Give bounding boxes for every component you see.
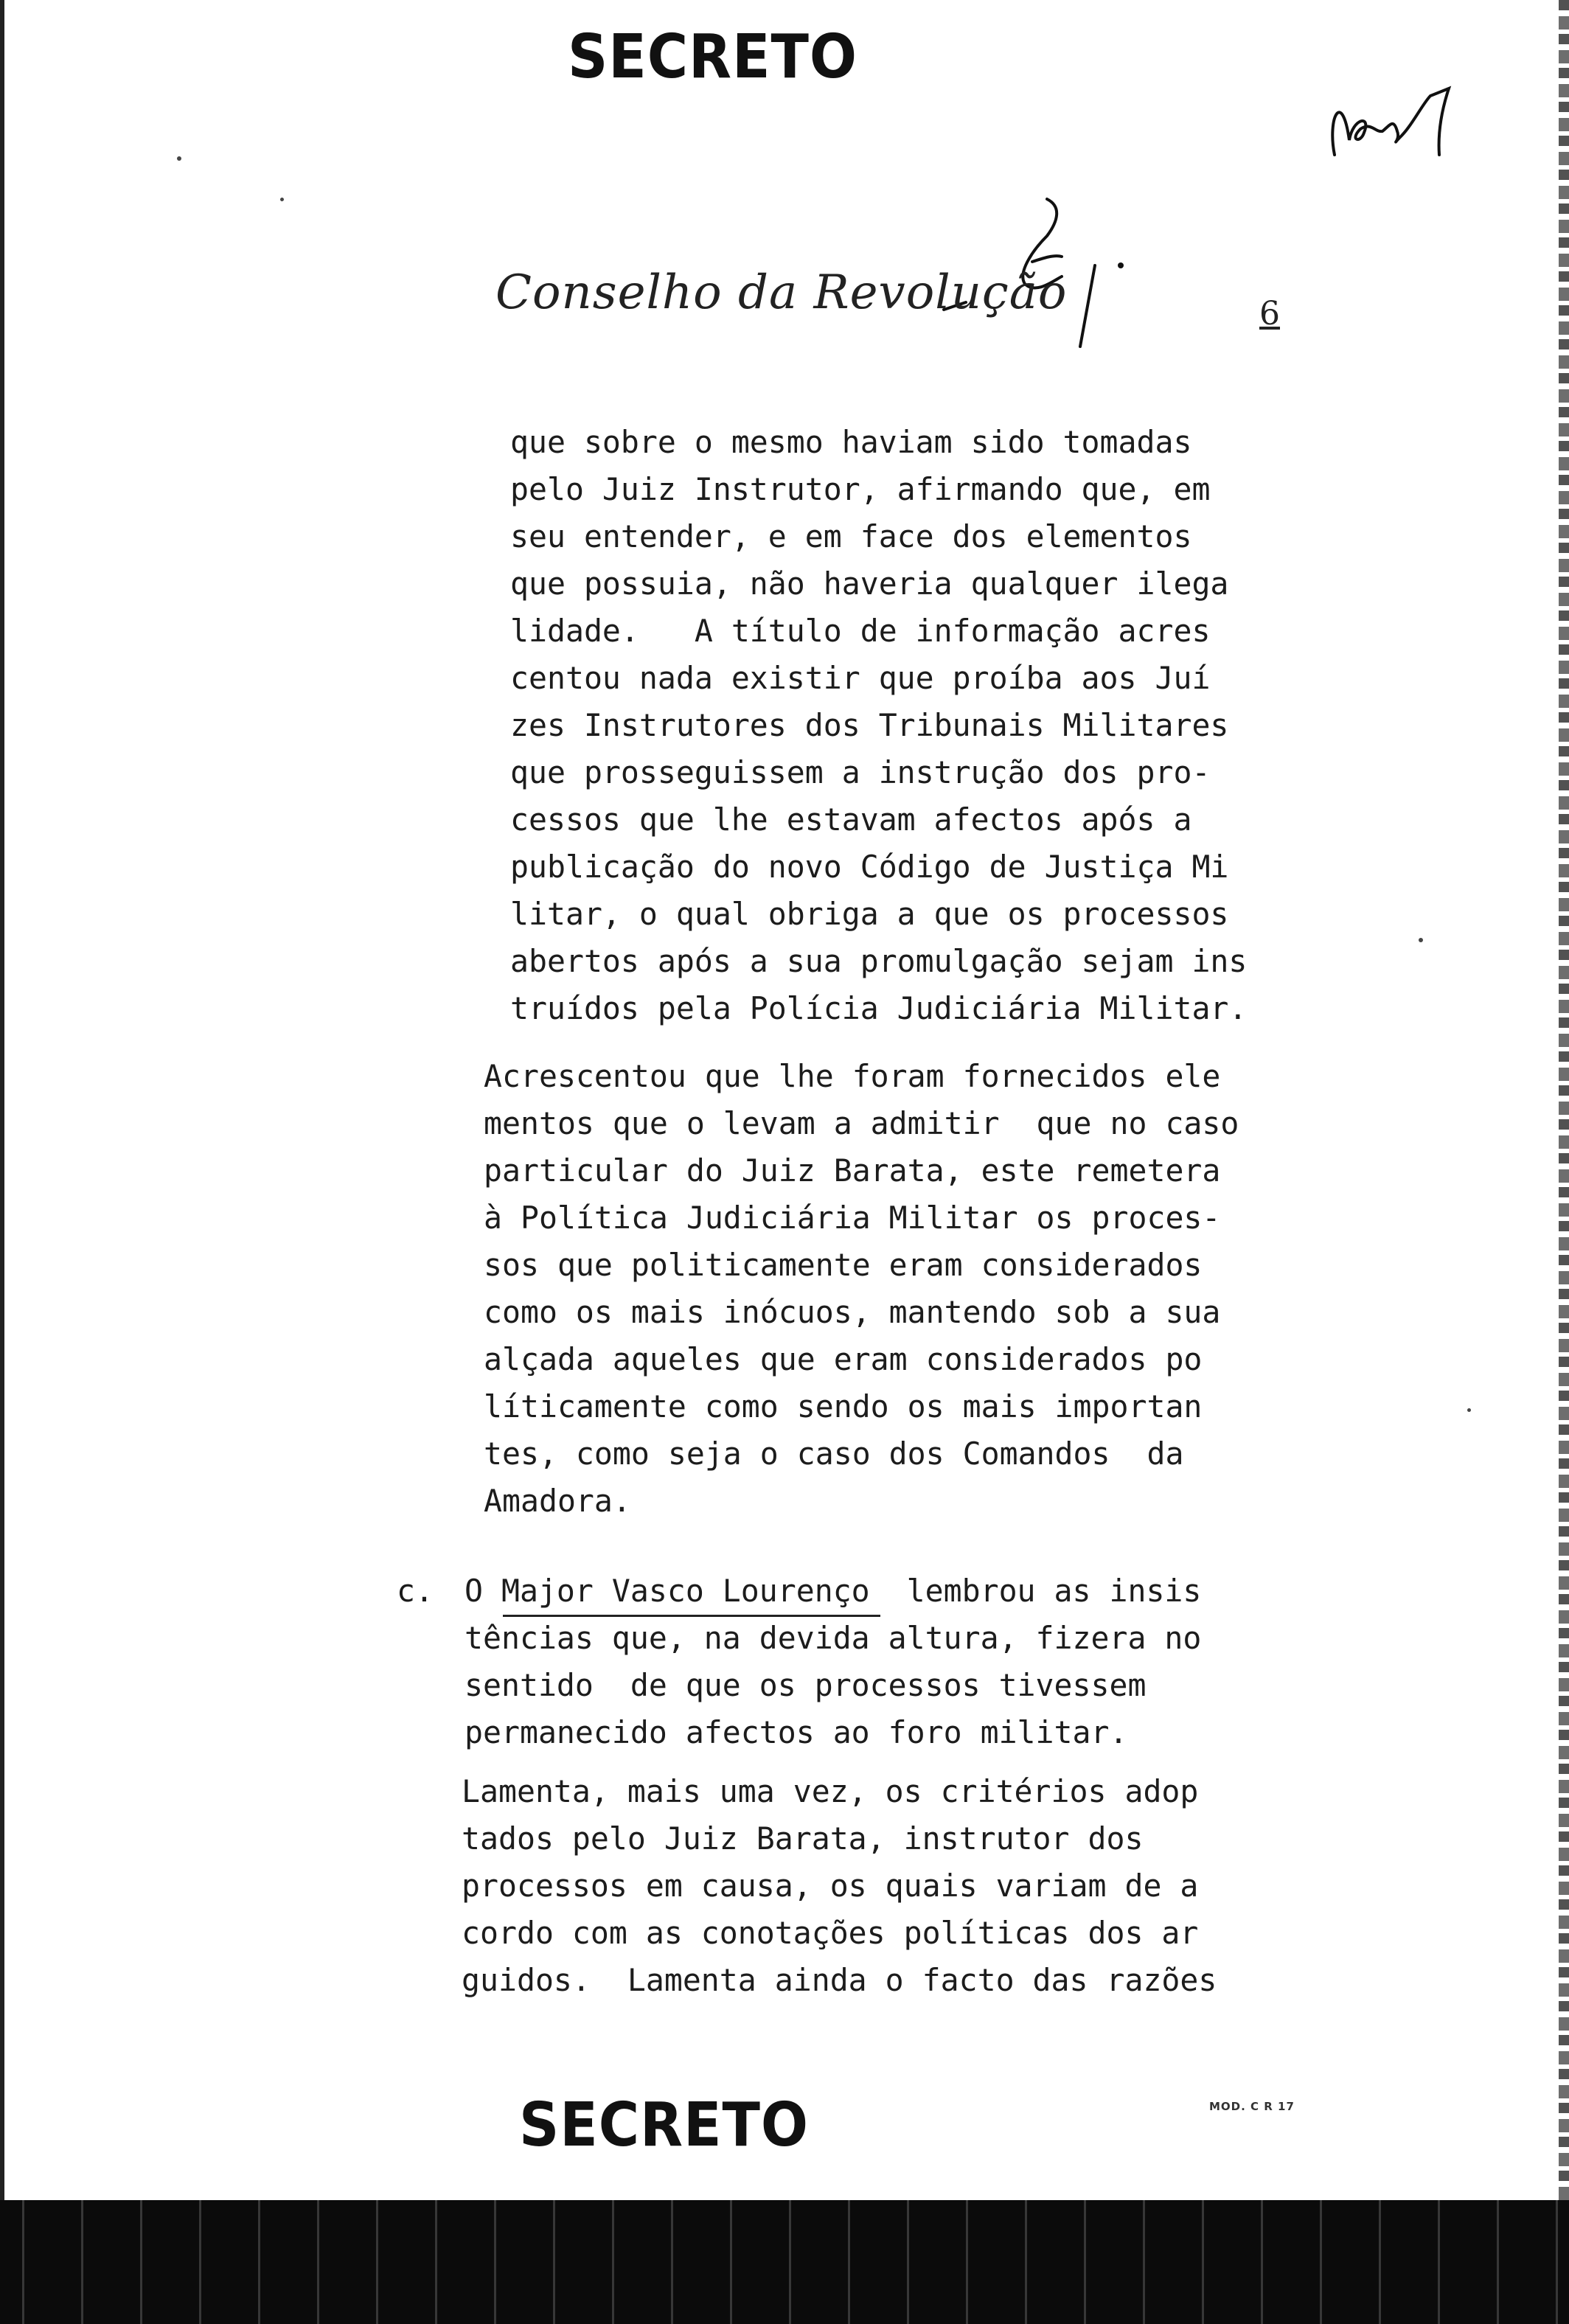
text-line: cessos que lhe estavam afectos após a bbox=[510, 801, 1192, 838]
text-line: centou nada existir que proíba aos Juí bbox=[510, 660, 1211, 696]
paragraph-1 bbox=[510, 419, 1247, 1032]
scan-speck bbox=[177, 156, 181, 161]
text-line: que possuia, não haveria qualquer ilega bbox=[510, 566, 1229, 602]
text-line: cordo com as conotações políticas dos ar bbox=[462, 1915, 1199, 1951]
text-line: abertos após a sua promulgação sejam ins bbox=[510, 943, 1248, 979]
paragraph-4 bbox=[462, 1768, 1217, 2004]
text-line: Lamenta, mais uma vez, os critérios adop bbox=[462, 1773, 1199, 1809]
scan-speck bbox=[1419, 938, 1423, 942]
text-line: tências que, na devida altura, fizera no bbox=[465, 1620, 1202, 1656]
scan-bottom-band bbox=[0, 2200, 1569, 2324]
text-line: lidade. A título de informação acres bbox=[510, 613, 1211, 649]
text-line: que prosseguissem a instrução dos pro- bbox=[510, 754, 1211, 790]
text-line: à Política Judiciária Militar os proces- bbox=[484, 1200, 1221, 1236]
handwritten-initials bbox=[1320, 74, 1460, 170]
text-line: Amadora. bbox=[484, 1483, 631, 1519]
paragraph-3 bbox=[465, 1568, 1201, 1756]
scan-left-edge bbox=[0, 0, 4, 2324]
text-line: permanecido afectos ao foro militar. bbox=[465, 1714, 1128, 1750]
scan-noise bbox=[0, 2200, 1569, 2324]
text-line: publicação do novo Código de Justiça Mi bbox=[510, 849, 1229, 885]
text-line: alçada aqueles que eram considerados po bbox=[484, 1341, 1203, 1377]
text-line: guidos. Lamenta ainda o facto das razões bbox=[462, 1962, 1217, 1998]
scan-right-edge bbox=[1559, 0, 1569, 2324]
text-line: litar, o qual obriga a que os processos bbox=[510, 896, 1229, 932]
text-line: tados pelo Juiz Barata, instrutor dos bbox=[462, 1820, 1144, 1857]
text-line: mentos que o levam a admitir que no caso bbox=[484, 1105, 1239, 1141]
form-code: MOD. C R 17 bbox=[1209, 2100, 1295, 2113]
scan-speck bbox=[1467, 1408, 1471, 1412]
text-line: Acrescentou que lhe foram fornecidos ele bbox=[484, 1058, 1221, 1094]
classification-stamp-top: SECRETO bbox=[568, 22, 857, 92]
text-line: processos em causa, os quais variam de a bbox=[462, 1868, 1199, 1904]
text-line: tes, como seja o caso dos Comandos da bbox=[484, 1436, 1184, 1472]
text-line: como os mais inócuos, mantendo sob a sua bbox=[484, 1294, 1221, 1330]
text-line: pelo Juiz Instrutor, afirmando que, em bbox=[510, 471, 1211, 507]
classification-stamp-bottom: SECRETO bbox=[519, 2090, 809, 2160]
letterhead-title: Conselho da Revolução bbox=[495, 265, 1068, 320]
text-line: sos que politicamente eram considerados bbox=[484, 1247, 1203, 1283]
text-line: particular do Juiz Barata, este remetera bbox=[484, 1152, 1221, 1189]
text-line: zes Instrutores dos Tribunais Militares bbox=[510, 707, 1229, 743]
name-underline bbox=[503, 1615, 880, 1617]
item-marker-c: c. bbox=[397, 1573, 434, 1609]
text-line: truídos pela Polícia Judiciária Militar. bbox=[510, 990, 1248, 1026]
page-number: 6 bbox=[1259, 295, 1280, 333]
paragraph-2 bbox=[484, 1053, 1239, 1525]
text-line: líticamente como sendo os mais importan bbox=[484, 1388, 1203, 1424]
scan-speck bbox=[280, 198, 284, 201]
text-line: O Major Vasco Lourenço lembrou as insis bbox=[465, 1573, 1202, 1609]
text-line: que sobre o mesmo haviam sido tomadas bbox=[510, 424, 1192, 460]
text-line: seu entender, e em face dos elementos bbox=[510, 518, 1192, 554]
text-line: sentido de que os processos tivessem bbox=[465, 1667, 1147, 1703]
